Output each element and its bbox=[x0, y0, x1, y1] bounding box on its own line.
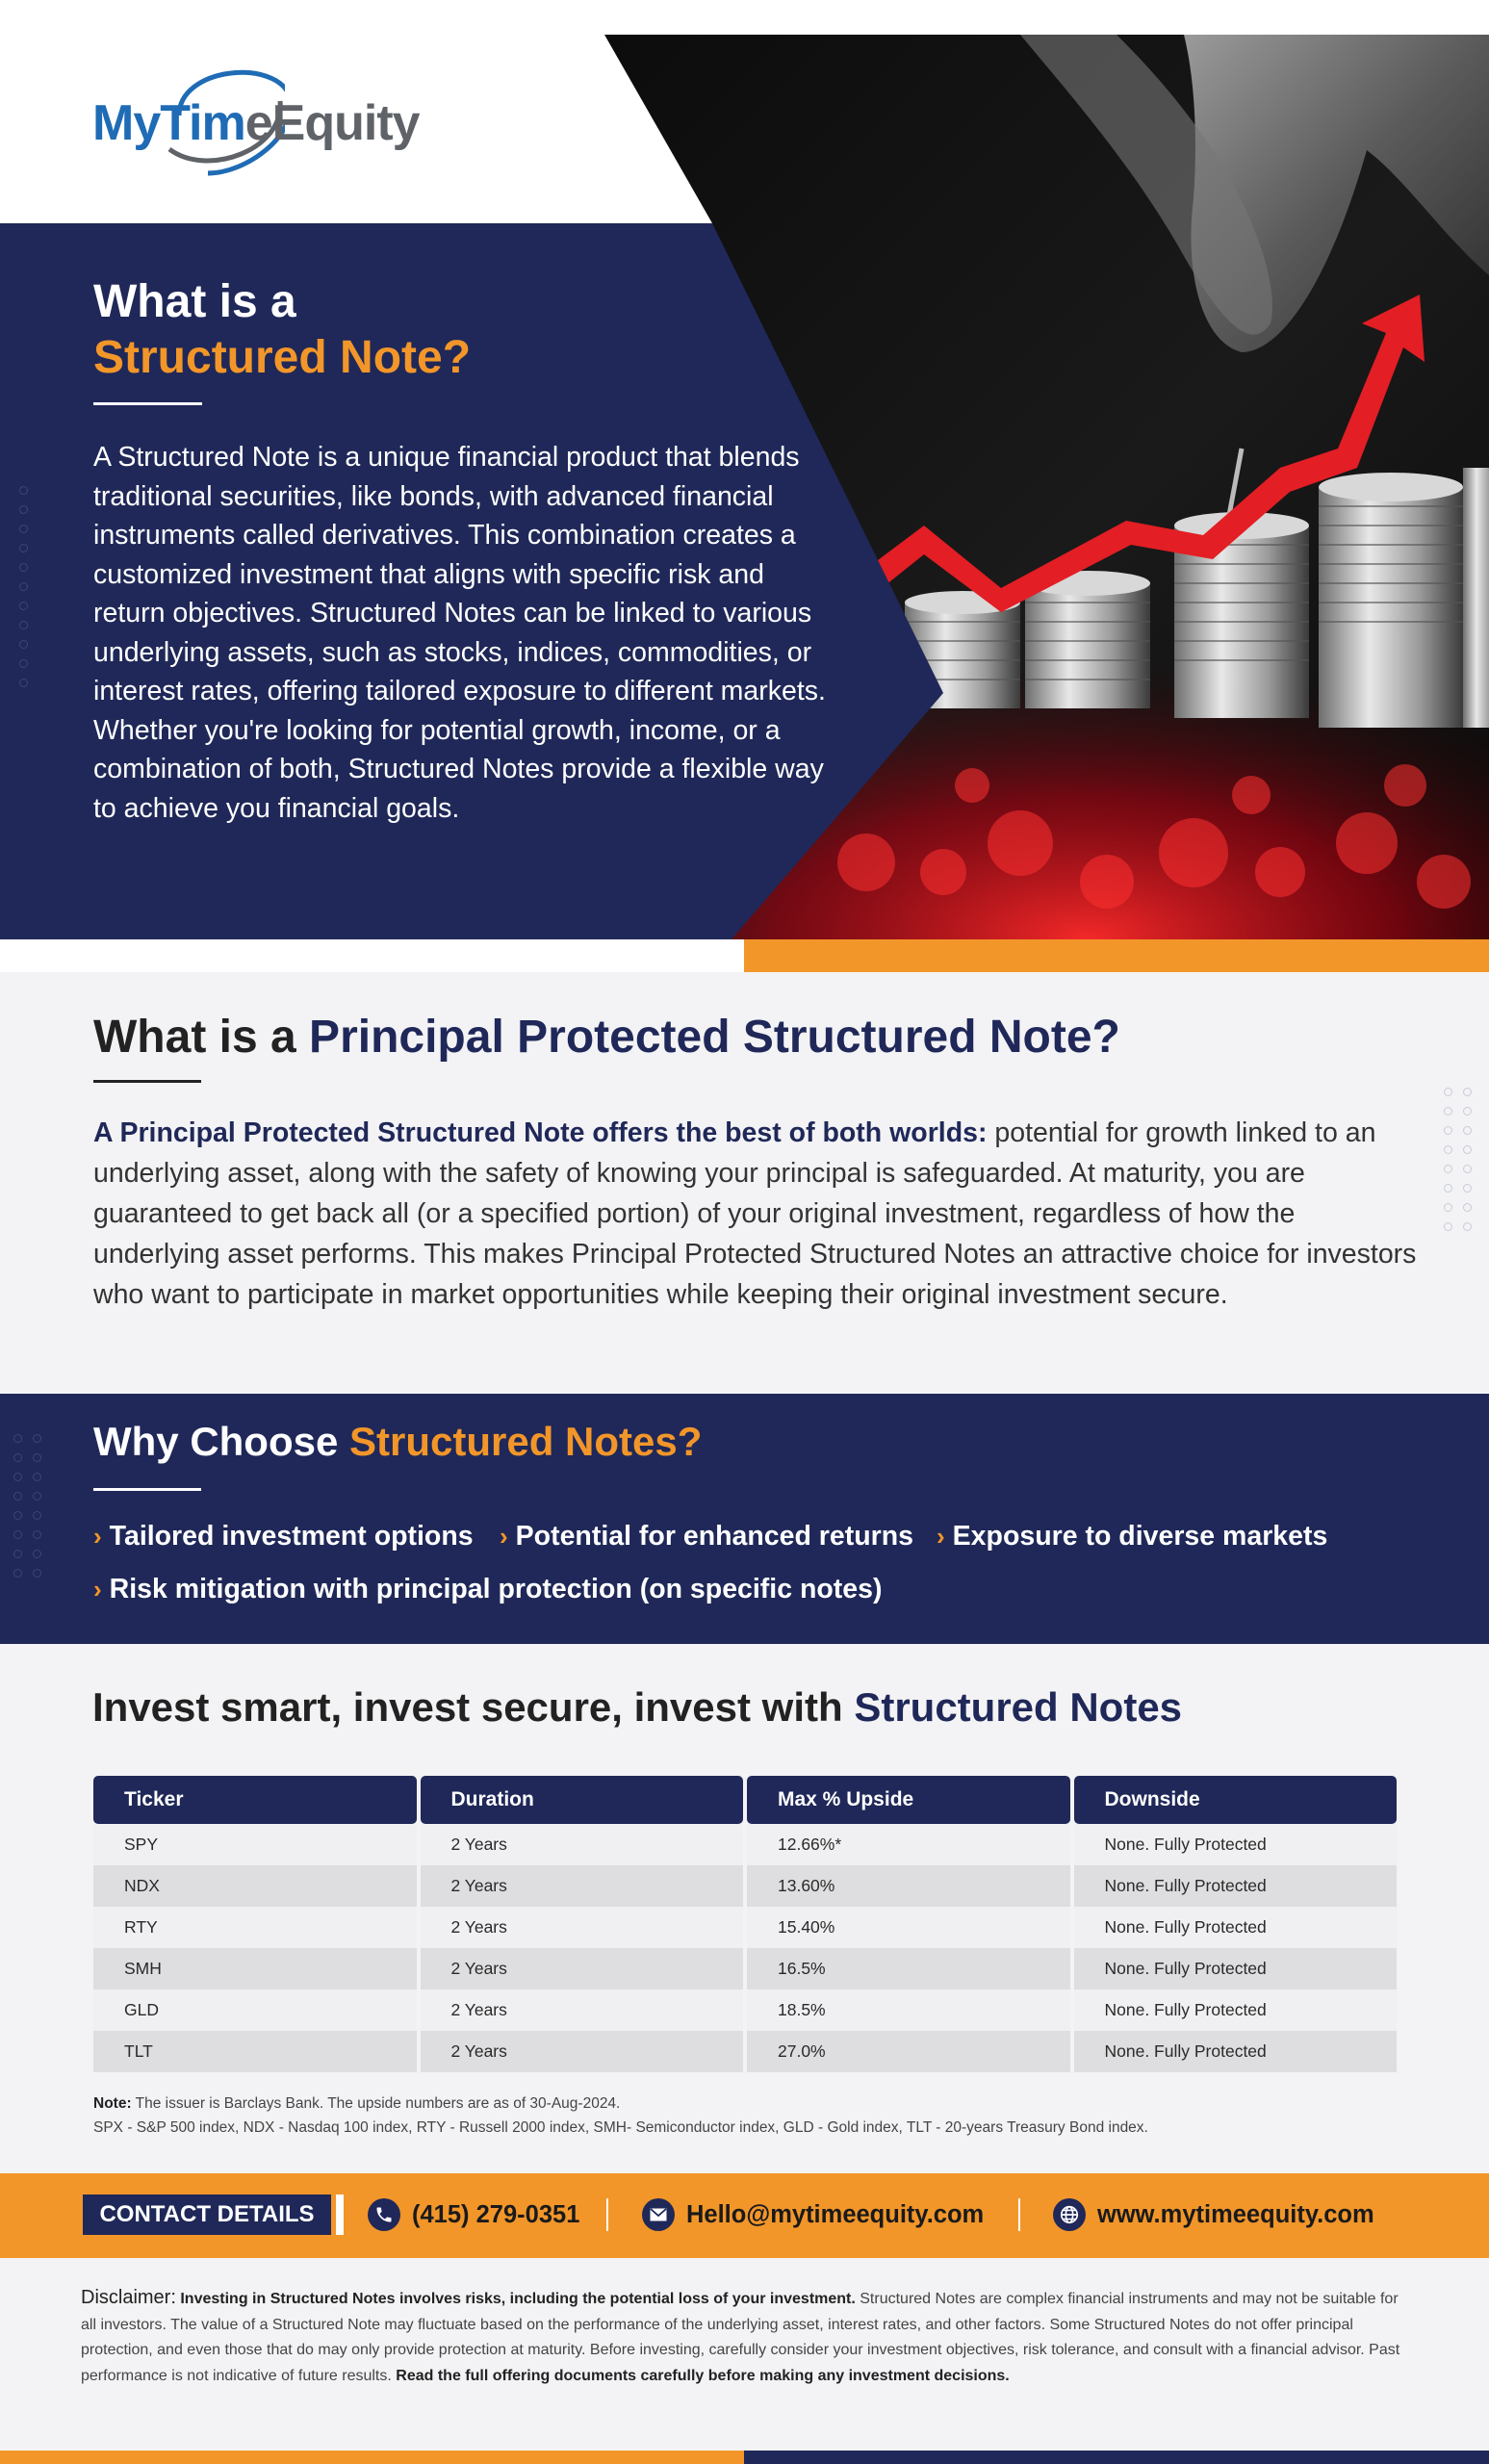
why-choose-title: Why Choose Structured Notes? bbox=[93, 1419, 703, 1464]
table-cell: 16.5% bbox=[747, 1948, 1070, 1989]
table-row bbox=[93, 1948, 1397, 1989]
table-header bbox=[93, 1776, 1397, 1824]
chevron-right-icon: › bbox=[93, 1522, 102, 1551]
table-row bbox=[93, 2031, 1397, 2072]
contact-email-text: Hello@mytimeequity.com bbox=[686, 2200, 985, 2228]
table-cell: None. Fully Protected bbox=[1074, 1948, 1398, 1989]
hero-divider bbox=[93, 402, 202, 405]
table-cell: GLD bbox=[93, 1989, 417, 2031]
mail-icon bbox=[642, 2198, 675, 2231]
why-item-enhanced-returns: › Potential for enhanced returns bbox=[500, 1521, 913, 1552]
table-row bbox=[93, 1865, 1397, 1907]
contact-website-text: www.mytimeequity.com bbox=[1097, 2200, 1374, 2228]
contact-email[interactable] bbox=[642, 2193, 984, 2237]
contact-label-accent bbox=[336, 2194, 344, 2235]
table-cell: None. Fully Protected bbox=[1074, 1907, 1398, 1948]
phone-icon bbox=[368, 2198, 400, 2231]
table-cell: 13.60% bbox=[747, 1865, 1070, 1907]
table-cell: 2 Years bbox=[421, 1824, 744, 1865]
table-row bbox=[93, 1907, 1397, 1948]
hero-title-line2: Structured Note? bbox=[93, 332, 472, 383]
footer-bar-navy bbox=[744, 2451, 1489, 2464]
table-cell: 12.66%* bbox=[747, 1824, 1070, 1865]
table-cell: 2 Years bbox=[421, 1907, 744, 1948]
disclaimer-text: Disclaimer: Investing in Structured Notes involves risks, including the potential loss of your investment. Structured Notes are complex financial instruments and may not be suitable for all investors. The value of a Structured Note may fluctuate based on the performance of the underlying asset, interest rates, and other factors. Some Structured Notes do not offer principal protection, and even those that do may only provide protection at maturity. Before investing, carefully consider your investment objectives, risk tolerance, and consult with a financial advisor. Past performance is not indicative of future results. Read the full offering documents carefully before making any investment decisions. bbox=[81, 2287, 1400, 2384]
why-item-risk-mitigation: › Risk mitigation with principal protection (on specific notes) bbox=[93, 1574, 883, 1604]
table-footnote: Note: The issuer is Barclays Bank. The upside numbers are as of 30-Aug-2024. SPX - S&P 500 index, NDX - Nasdaq 100 index, RTY - Russell 2000 index, SMH- Semiconductor index, GLD - Gold index, TLT - 20-years Treasury Bond index. bbox=[93, 2095, 1148, 2136]
table-row bbox=[93, 1824, 1397, 1865]
structured-notes-table bbox=[93, 1776, 1397, 2072]
why-divider bbox=[93, 1488, 201, 1491]
table-header-max-upside: Max % Upside bbox=[747, 1776, 1070, 1824]
table-cell: 2 Years bbox=[421, 2031, 744, 2072]
why-item-tailored: › Tailored investment options bbox=[93, 1521, 474, 1552]
contact-divider bbox=[606, 2198, 608, 2231]
table-cell: NDX bbox=[93, 1865, 417, 1907]
table-cell: TLT bbox=[93, 2031, 417, 2072]
table-cell: SMH bbox=[93, 1948, 417, 1989]
mytimeequity-logo[interactable] bbox=[92, 48, 439, 183]
table-cell: 15.40% bbox=[747, 1907, 1070, 1948]
hero-description: A Structured Note is a unique financial product that blends traditional securities, like bonds, with advanced financial instruments called derivatives. This combination creates a customized investment that aligns with specific risk and return objectives. Structured Notes can be linked to various underlying assets, such as stocks, indices, commodities, or interest rates, offering tailored exposure to different markets. Whether you're looking for potential growth, income, or a combination of both, Structured Notes provide a flexible way to achieve you financial goals. bbox=[93, 442, 826, 824]
table-cell: None. Fully Protected bbox=[1074, 1824, 1398, 1865]
table-cell: None. Fully Protected bbox=[1074, 1989, 1398, 2031]
principal-divider bbox=[93, 1080, 201, 1083]
contact-phone[interactable] bbox=[368, 2193, 579, 2237]
contact-divider bbox=[1018, 2198, 1020, 2231]
table-cell: None. Fully Protected bbox=[1074, 2031, 1398, 2072]
footer-bar-orange bbox=[0, 2451, 744, 2464]
contact-details-label: CONTACT DETAILS bbox=[83, 2194, 331, 2235]
table-cell: 18.5% bbox=[747, 1989, 1070, 2031]
chevron-right-icon: › bbox=[500, 1522, 508, 1551]
table-cell: RTY bbox=[93, 1907, 417, 1948]
contact-phone-text: (415) 279-0351 bbox=[412, 2200, 580, 2228]
orange-accent-bar bbox=[744, 939, 1489, 972]
chevron-right-icon: › bbox=[937, 1522, 945, 1551]
chevron-right-icon: › bbox=[93, 1575, 102, 1604]
hero-title-line1: What is a bbox=[93, 276, 296, 327]
why-item-diverse-markets: › Exposure to diverse markets bbox=[937, 1521, 1328, 1552]
principal-lead: A Principal Protected Structured Note offers the best of both worlds: bbox=[93, 1117, 988, 1148]
table-cell: SPY bbox=[93, 1824, 417, 1865]
table-header-downside: Downside bbox=[1074, 1776, 1398, 1824]
globe-icon bbox=[1053, 2198, 1086, 2231]
table-header-duration: Duration bbox=[421, 1776, 744, 1824]
principal-protected-description: A Principal Protected Structured Note offers the best of both worlds: potential for growth linked to an underlying asset, along with the safety of knowing your principal is safeguarded. At maturity, you are guaranteed to get back all (or a specified portion) of your original investment, regardless of how the underlying asset performs. This makes Principal Protected Structured Notes an attractive choice for investors who want to participate in market opportunities while keeping their original investment secure. bbox=[93, 1117, 1417, 1310]
disclaimer-label: Disclaimer: bbox=[81, 2287, 176, 2308]
table-cell: 2 Years bbox=[421, 1865, 744, 1907]
hero-title bbox=[93, 274, 471, 386]
table-cell: 27.0% bbox=[747, 2031, 1070, 2072]
invest-title: Invest smart, invest secure, invest with Structured Notes bbox=[92, 1684, 1183, 1730]
table-header-ticker: Ticker bbox=[93, 1776, 417, 1824]
logo-wordmark: MyTimeEquity bbox=[92, 95, 420, 151]
table-cell: 2 Years bbox=[421, 1989, 744, 2031]
principal-protected-title: What is a Principal Protected Structured Note? bbox=[93, 1012, 1120, 1063]
table-row bbox=[93, 1989, 1397, 2031]
table-cell: 2 Years bbox=[421, 1948, 744, 1989]
contact-website[interactable] bbox=[1053, 2193, 1374, 2237]
hero-section bbox=[0, 0, 1489, 972]
table-cell: None. Fully Protected bbox=[1074, 1865, 1398, 1907]
